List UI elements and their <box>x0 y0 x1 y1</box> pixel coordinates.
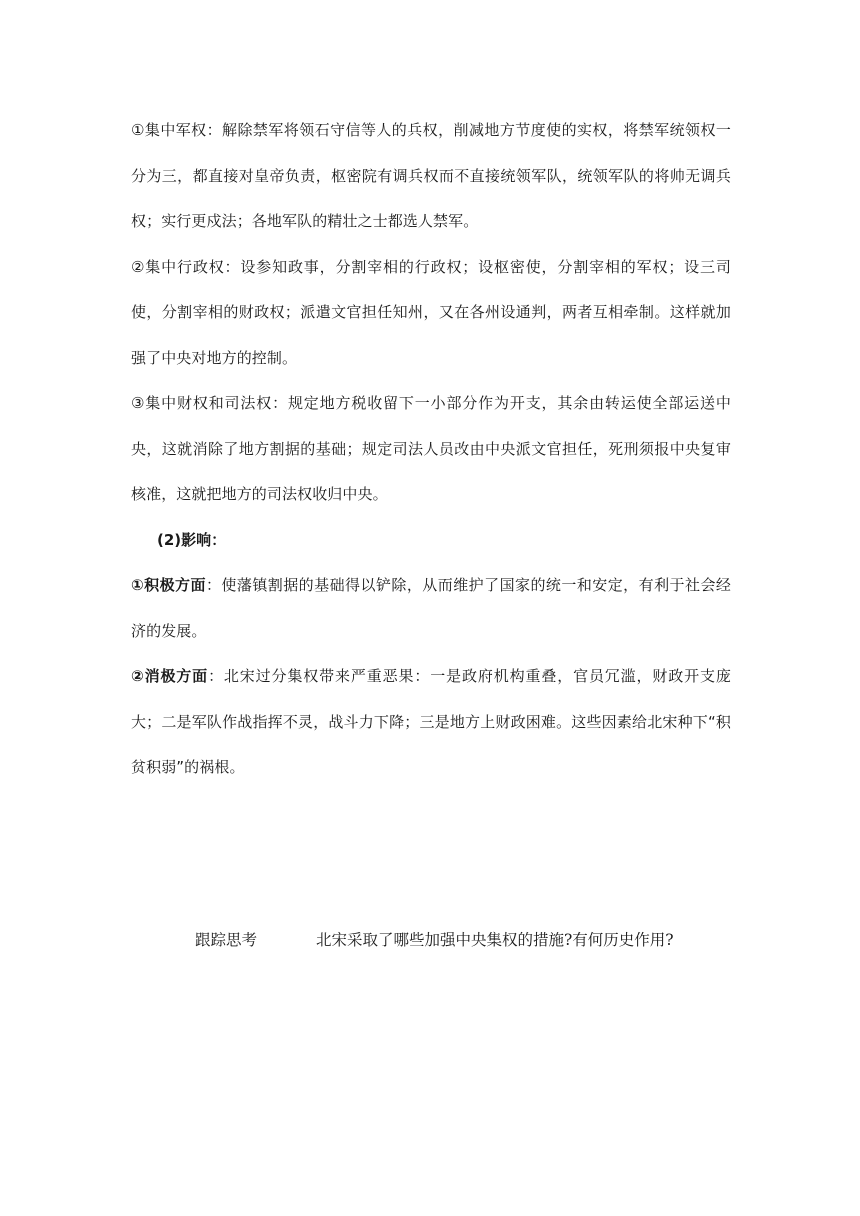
document-body <box>131 108 731 791</box>
measure-administrative: ②集中行政权：设参知政事，分割宰相的行政权；设枢密使，分割宰相的军权；设三司使，分割宰相的财政权；派遣文官担任知州，又在各州设通判，两者互相牵制。这样就加强了中央对地方的控制。 <box>131 257 731 367</box>
impact-positive <box>131 563 731 654</box>
measure-military: ①集中军权：解除禁军将领石守信等人的兵权，削减地方节度使的实权，将禁军统领权一分为三，都直接对皇帝负责，枢密院有调兵权而不直接统领军队，统领军队的将帅无调兵权；实行更戍法；各地军队的精壮之士都选人禁军。 <box>131 121 731 230</box>
tracking-question-text: 北宋采取了哪些加强中央集权的措施?有何历史作用? <box>316 931 674 949</box>
impact-positive-text: ：使藩镇割据的基础得以铲除，从而维护了国家的统一和安定，有利于社会经济的发展。 <box>131 576 732 640</box>
impact-negative-text: ：北宋过分集权带来严重恶果：一是政府机构重叠，官员冗滥，财政开支庞大；二是军队作战指挥不灵，战斗力下降；三是地方上财政困难。这些因素给北宋种下“积贫积弱”的祸根。 <box>131 667 732 776</box>
impact-heading: (2)影响： <box>157 530 227 549</box>
impact-negative-lead: ②消极方面 <box>131 667 209 685</box>
impact-negative <box>131 654 731 791</box>
tracking-question <box>195 926 674 954</box>
impact-positive-lead: ①积极方面 <box>131 576 206 594</box>
measure-finance-judicial: ③集中财权和司法权：规定地方税收留下一小部分作为开支，其余由转运使全部运送中央，这就消除了地方割据的基础；规定司法人员改由中央派文官担任，死刑须报中央复审核准，这就把地方的司法权收归中央。 <box>131 394 731 503</box>
tracking-label: 跟踪思考 <box>195 931 258 949</box>
